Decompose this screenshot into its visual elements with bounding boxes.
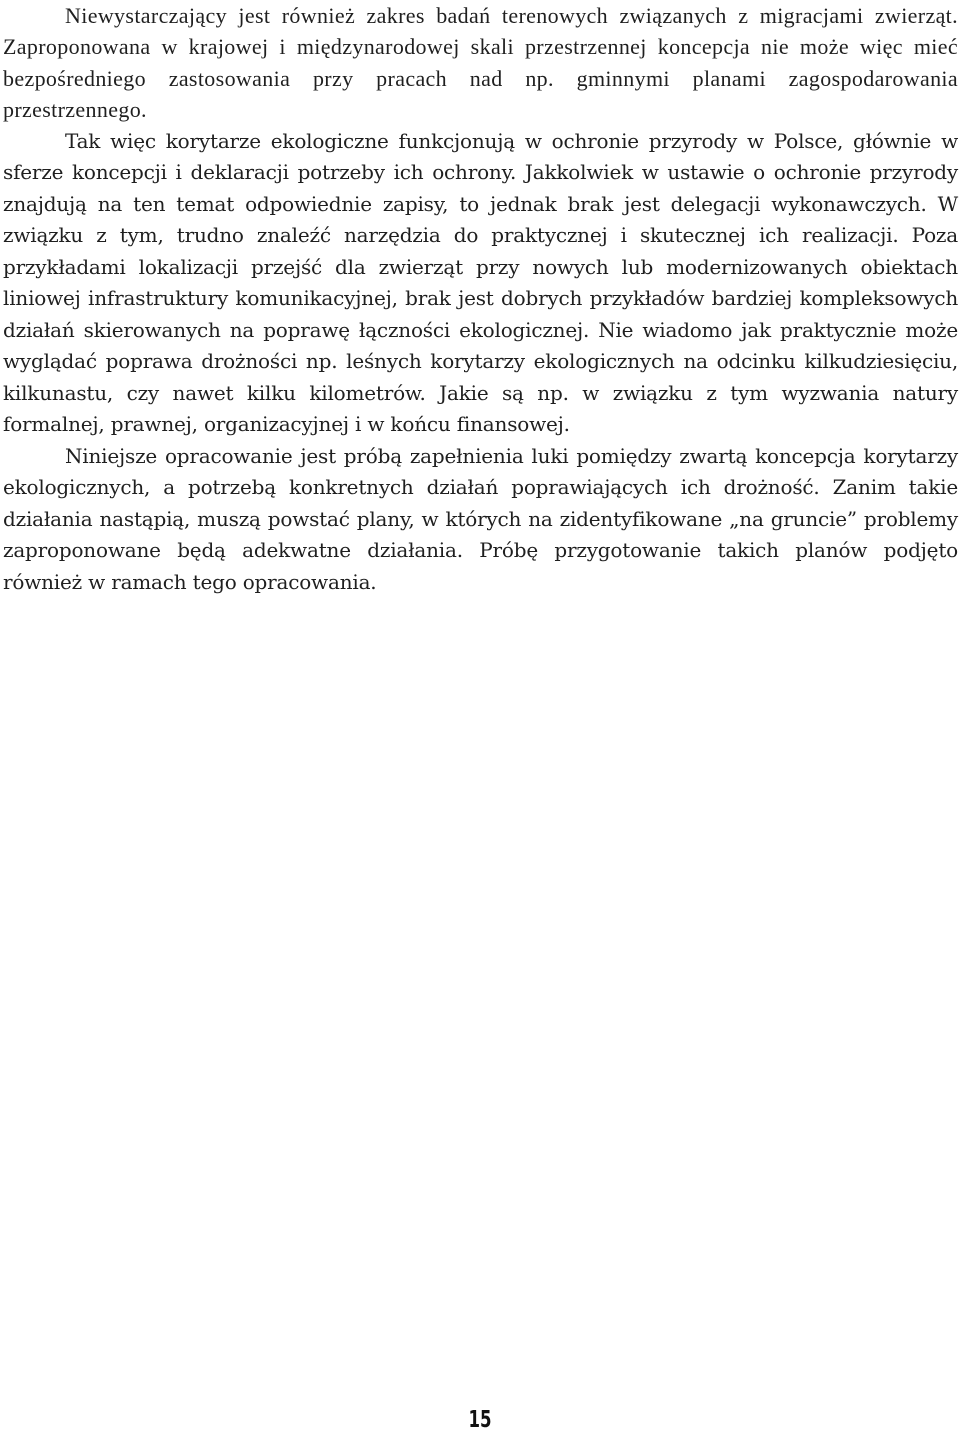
page-number: 15 xyxy=(468,1407,492,1433)
paragraph-migration-research: Niewystarczający jest również zakres badań terenowych związanych z migracjami zwierząt. Zaproponowana w krajowej i międzynarodowej skali przestrzennej koncepcja nie może więc mieć bezpośredniego zastosowania przy pracach nad np. gminnymi planami zagospodarowania przestrzennego. xyxy=(3,3,958,123)
paragraph-ecological-corridors: Tak więc korytarze ekologiczne funkcjonują w ochronie przyrody w Polsce, głównie w sferze koncepcji i deklaracji potrzeby ich ochrony. Jakkolwiek w ustawie o ochronie przyrody znajdują na ten temat odpowiednie zapisy, to jednak brak jest delegacji wykonawczych. W związku z tym, trudno znaleźć narzędzia do praktycznej i skutecznej ich realizacji. Poza przykładami lokalizacji przejść dla zwierząt przy nowych lub modernizowanych obiektach liniowej infrastruktury komunikacyjnej, brak jest dobrych przykładów bardziej kompleksowych działań skierowanych na poprawę łączności ekologicznej. Nie wiadomo jak praktycznie może wyglądać poprawa drożności np. leśnych korytarzy ekologicznych na odcinku kilkudziesięciu, kilkunastu, czy nawet kilku kilometrów. Jakie są np. w związku z tym wyzwania natury formalnej, prawnej, organizacyjnej i w końcu finansowej. xyxy=(3,128,958,437)
body-text xyxy=(3,0,958,598)
paragraph-study-purpose: Niniejsze opracowanie jest próbą zapełnienia luki pomiędzy zwartą koncepcja korytarzy ekologicznych, a potrzebą konkretnych działań poprawiających ich drożność. Zanim takie działania nastąpią, muszą powstać plany, w których na zidentyfikowane „na gruncie” problemy zaproponowane będą adekwatne działania. Próbę przygotowanie takich planów podjęto również w ramach tego opracowania. xyxy=(3,443,958,594)
